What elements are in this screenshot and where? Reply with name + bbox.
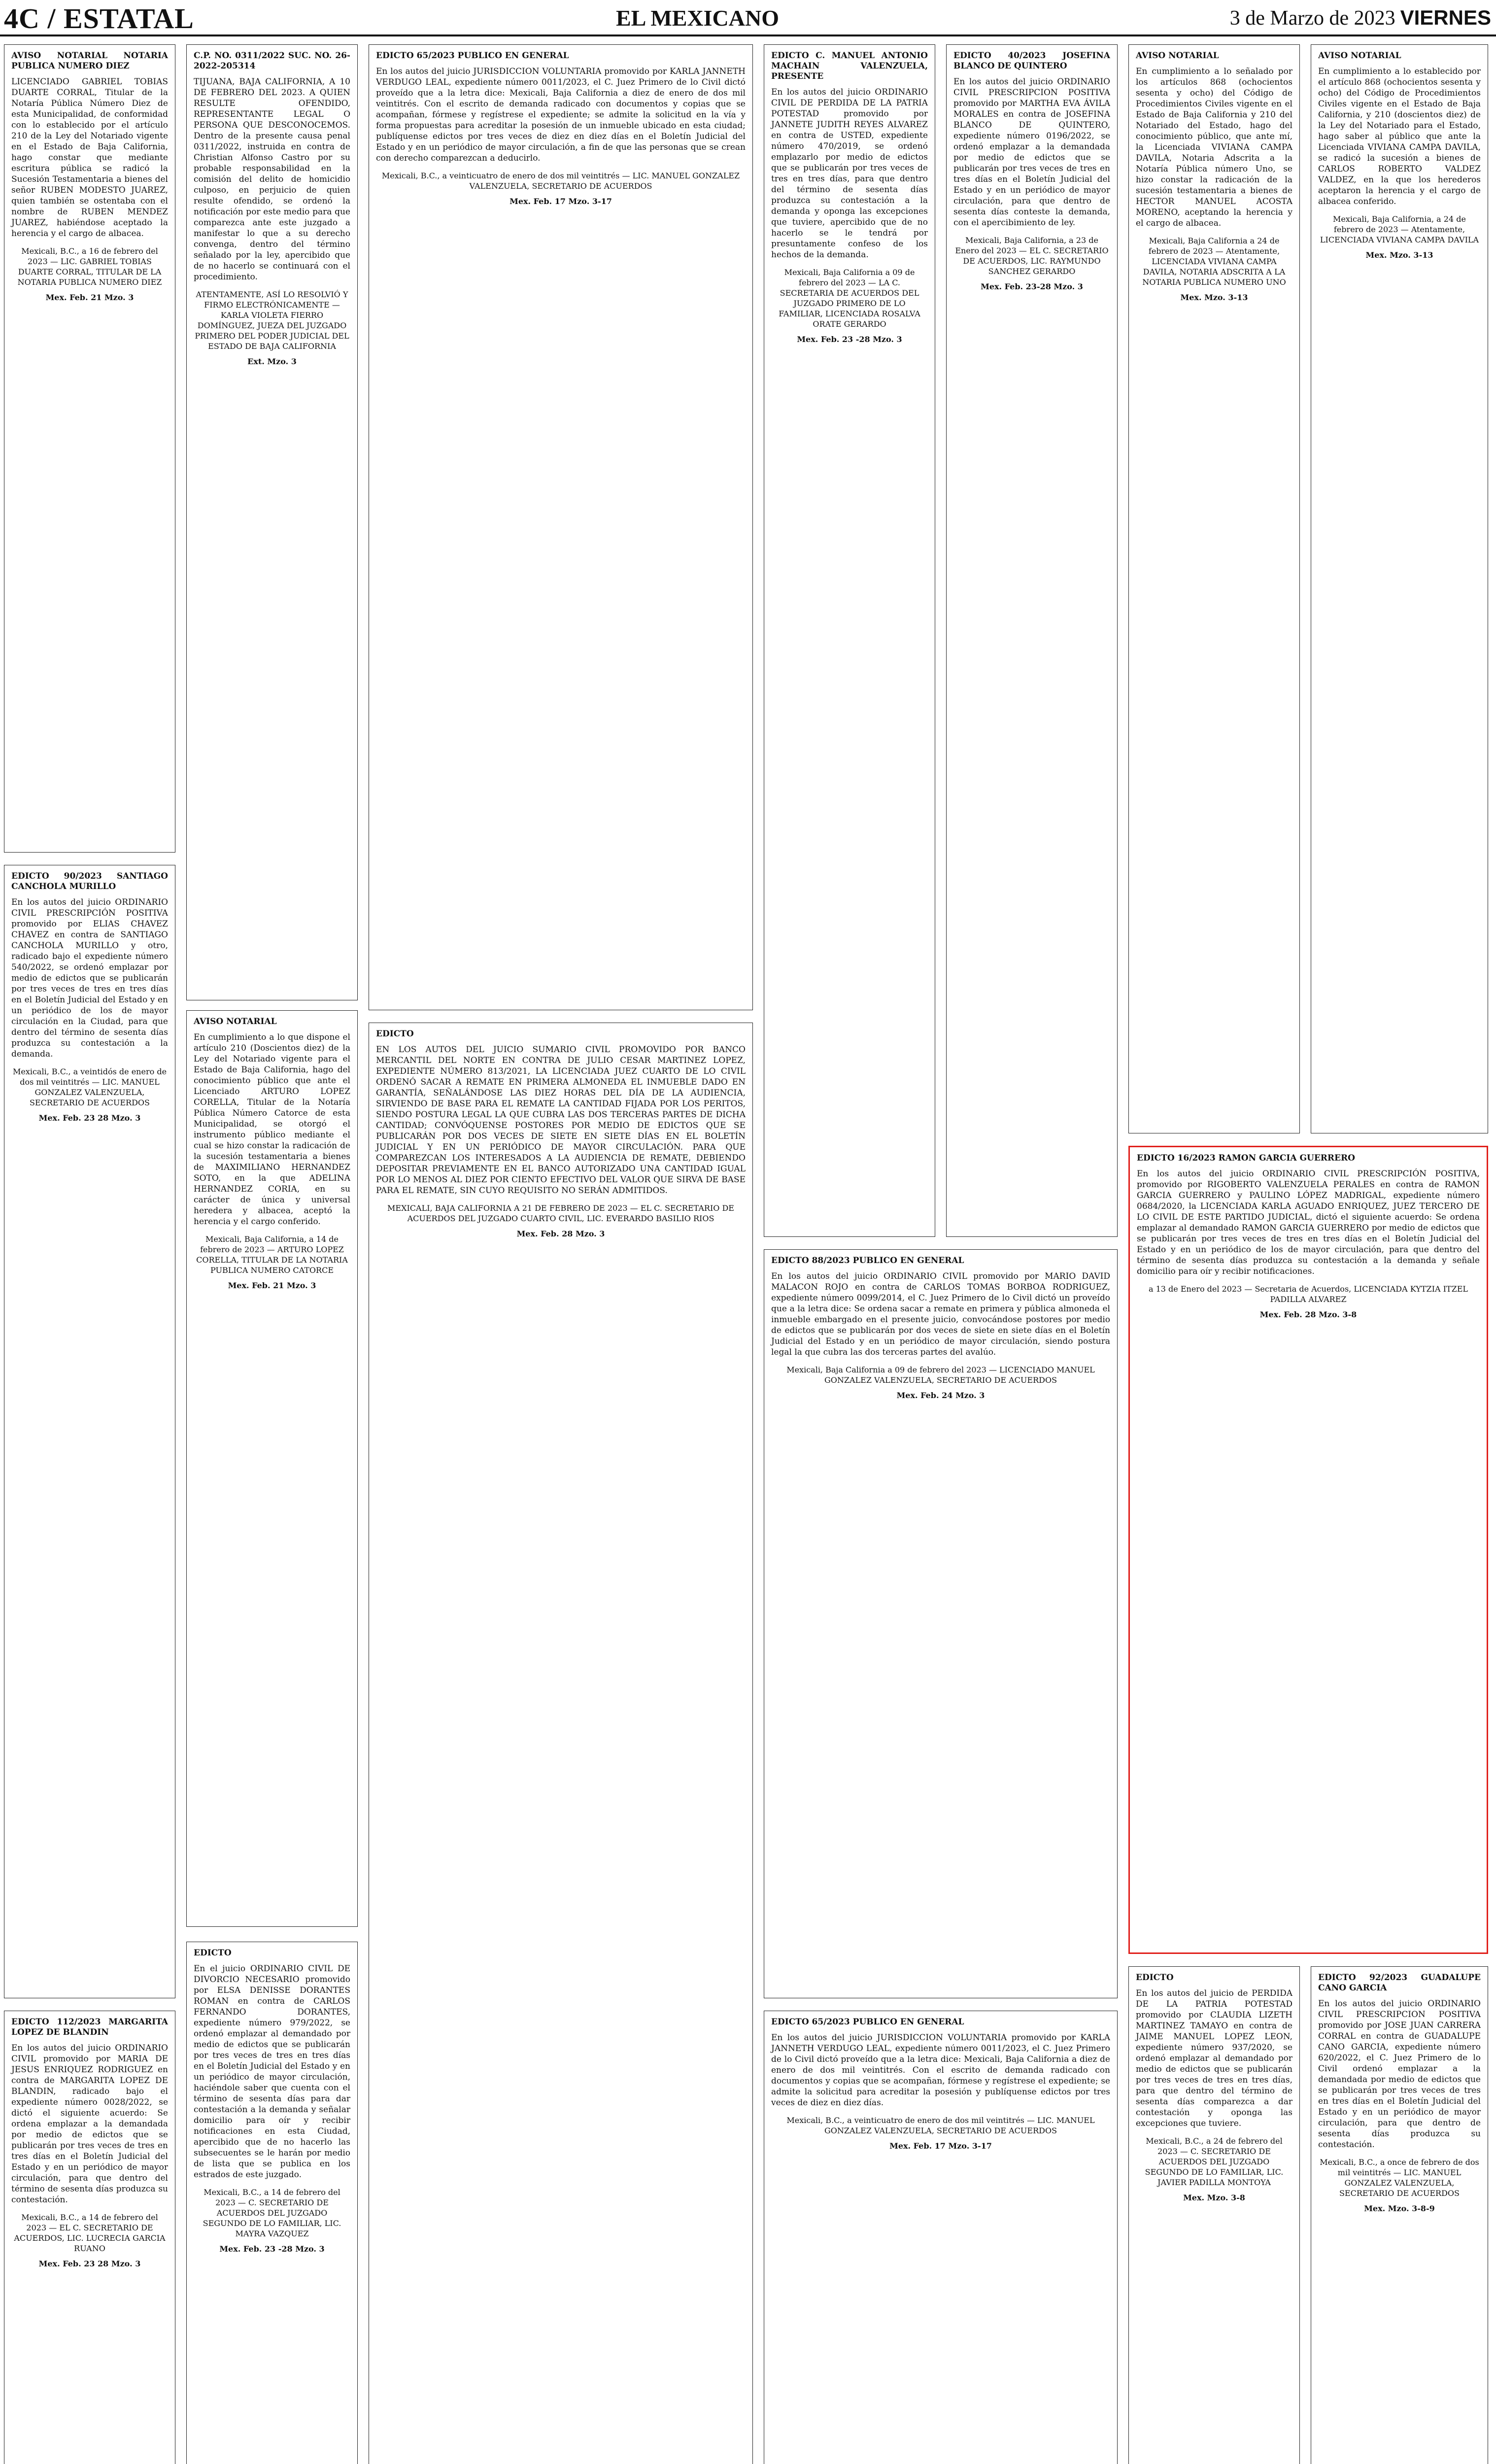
- page-header: [0, 0, 1496, 34]
- notices-grid: [4, 44, 1492, 2464]
- notice-body: En cumplimiento a lo que dispone el artículo 210 (Doscientos diez) de la Ley del Notariado vigente para el Estado de Baja California, hago del conocimiento público que ante el Licenciado ARTURO LOPEZ CORELLA, Titular de la Notaría Pública Número Catorce de esta Municipalidad, se otorgó el instrumento público mediante el cual se hizo constar la radicación de la sucesión testamentaria a bienes de MAXIMILIANO HERNANDEZ SOTO, en la que ADELINA HERNANDEZ CORIA, en su carácter de única y universal heredera y albacea, aceptó la herencia y el cargo conferido.: [194, 1032, 350, 1227]
- notice-publication: Mex. Feb. 23 28 Mzo. 3: [38, 2259, 141, 2268]
- notice-body: En los autos del juicio JURISDICCION VOLUNTARIA promovido por KARLA JANNETH VERDUGO LEAL, expediente número 0011/2023, el C. Juez Primero de lo Civil dictó proveído que a la letra dice: Mexicali, Baja California a diez de enero de dos mil veintitrés. Con el escrito de demanda radicado con documentos y copias que se acompañan, fórmese y regístrese el expediente; se admite la solicitud en la vía y forma propuestas para acreditar la posesión de un inmueble ubicado en esta ciudad; publíquense edictos por tres veces de diez en diez días en el Boletín Judicial del Estado y en un periódico de mayor circulación, a fin de que las personas que se crean con derecho comparezcan a deducirlo.: [376, 67, 746, 163]
- notice-publication: Mex. Feb. 23-28 Mzo. 3: [981, 282, 1083, 291]
- notice-publication: Mex. Feb. 28 Mzo. 3: [516, 1229, 605, 1238]
- notice-publication: Ext. Mzo. 3: [247, 357, 297, 366]
- notice-signature: Mexicali, Baja California a 09 de febrero del 2023 — LA C. SECRETARIA DE ACUERDOS DEL JUZGADO PRIMERO DE LO FAMILIAR, LICENCIADA ROSALVA ORATE GERARDO: [779, 268, 920, 329]
- notice-publication: Mex. Mzo. 3-8: [1183, 2193, 1245, 2202]
- notice-title: EDICTO C. MANUEL ANTONIO MACHAIN VALENZUELA, PRESENTE: [771, 51, 928, 81]
- notice-signature: Mexicali, Baja California, a 24 de febrero de 2023 — Atentamente, LICENCIADA VIVIANA CAMPA DAVILA: [1320, 214, 1479, 244]
- notice-body: En los autos del juicio ORDINARIO CIVIL promovido por MARIO DAVID MALACON ROJO en contra de CARLOS TOMAS BORBOA RODRIGUEZ, expediente número 0099/2014, el C. Juez Primero de lo Civil dictó un proveído que a la letra dice: Se ordena sacar a remate en primera y pública almoneda el inmueble embargado en el presente juicio, convocándose postores por medio de edictos que se publicarán por dos veces de siete en siete días en el Boletín Judicial del Estado y en un periódico de mayor circulación, siendo postura legal la que cubra las dos terceras partes del avalúo.: [771, 1271, 1110, 1357]
- notice-title: EDICTO 65/2023 PUBLICO EN GENERAL: [376, 51, 569, 61]
- notice-publication: Mex. Feb. 17 Mzo. 3-17: [889, 2141, 992, 2151]
- notice-publication: Mex. Feb. 23 -28 Mzo. 3: [219, 2244, 325, 2254]
- notice-title: EDICTO 16/2023 RAMON GARCIA GUERRERO: [1137, 1153, 1355, 1163]
- notice-body: En los autos del juicio ORDINARIO CIVIL PRESCRIPCIÓN POSITIVA, promovido por RIGOBERTO VALENZUELA PERALES en contra de RAMON GARCIA GUERRERO y PAULINO LÓPEZ MADRIGAL, expediente número 0684/2020, la LICENCIADA KARLA AGUADO ENRIQUEZ, JUEZ TERCERO DE LO CIVIL DE ESTE PARTIDO JUDICIAL, dictó el siguiente acuerdo: Se ordena emplazar al demandado RAMON GARCIA GUERRERO por medio de edictos que se publicarán por tres veces de tres en tres días en el Boletín Judicial del Estado y en un periódico de los de mayor circulación, para que dentro del término de sesenta días produzca su contestación a la demanda y señale domicilio para oír y recibir notificaciones.: [1137, 1169, 1480, 1276]
- notice-publication: Mex. Feb. 17 Mzo. 3-17: [510, 197, 612, 206]
- notice-box: [369, 1023, 753, 2464]
- column-4-5-wide: [764, 44, 1118, 2464]
- column-1: [4, 44, 175, 2464]
- notice-box: [369, 44, 753, 1010]
- notice-box: [1311, 1966, 1488, 2464]
- notice-body: En cumplimiento a lo establecido por el artículo 868 (ochocientos sesenta y ocho) del Código de Procedimientos Civiles vigente en el Estado de Baja California, y 210 (doscientos diez) de la Ley del Notariado para el Estado, hago saber al público que ante la Licenciada VIVIANA CAMPA DAVILA, se radicó la sucesión a bienes de CARLOS ROBERTO VALDEZ VALDEZ, en la que los herederos aceptaron la herencia y el cargo de albacea conferido.: [1318, 67, 1481, 206]
- column-7-lower: [1311, 44, 1488, 2464]
- notice-signature: Mexicali, B.C., a veintidós de enero de dos mil veintitrés — LIC. MANUEL GONZALEZ VALENZUELA, SECRETARIO DE ACUERDOS: [12, 1067, 167, 1107]
- notice-signature: Mexicali, B.C., a veinticuatro de enero de dos mil veintitrés — LIC. MANUEL GONZALEZ VALENZUELA, SECRETARIO DE ACUERDOS: [786, 2116, 1095, 2135]
- column-2-lower: [186, 44, 358, 2464]
- notice-title: AVISO NOTARIAL NOTARIA PUBLICA NUMERO DIEZ: [11, 51, 168, 71]
- notice-signature: Mexicali, B.C., a 16 de febrero del 2023 — LIC. GABRIEL TOBIAS DUARTE CORRAL, TITULAR DE LA NOTARIA PUBLICA NUMERO DIEZ: [17, 246, 162, 287]
- notice-signature: a 13 de Enero del 2023 — Secretaria de Acuerdos, LICENCIADA KYTZIA ITZEL PADILLA ALVAREZ: [1148, 1284, 1468, 1304]
- notice-box: [1128, 1966, 1300, 2464]
- notice-title: EDICTO: [1136, 1973, 1174, 1983]
- notice-body: En cumplimiento a lo señalado por los artículos 868 (ochocientos sesenta y ocho) del Código de Procedimientos Civiles vigente en el Estado de Baja California y 210 del Notariado del Estado, hago del conocimiento público, que ante mí, la Licenciada VIVIANA CAMPA DAVILA, Notaria Adscrita a la Notaría Pública número Uno, se hizo constar la radicación de la sucesión testamentaria a bienes de HECTOR MANUEL ACOSTA MORENO, aceptando la herencia y el cargo de albacea.: [1136, 67, 1292, 228]
- notice-signature: Mexicali, B.C., a 24 de febrero del 2023 — C. SECRETARIO DE ACUERDOS DEL JUZGADO SEGUNDO DE LO FAMILIAR, LIC. JAVIER PADILLA MONTOYA: [1145, 2136, 1284, 2187]
- notice-title: EDICTO 88/2023 PUBLICO EN GENERAL: [771, 1256, 964, 1266]
- notice-title: C.P. NO. 0311/2022 SUC. NO. 26-2022-205314: [194, 51, 350, 71]
- notice-box: [764, 1249, 1118, 1998]
- notice-box: [4, 44, 175, 853]
- notice-title: EDICTO: [194, 1948, 232, 1958]
- notice-signature: Mexicali, Baja California, a 14 de febrero de 2023 — ARTURO LOPEZ CORELLA, TITULAR DE LA NOTARIA PUBLICA NUMERO CATORCE: [196, 1234, 348, 1275]
- notice-publication: Mex. Feb. 21 Mzo. 3: [45, 293, 134, 302]
- notice-body: En los autos del juicio JURISDICCION VOLUNTARIA promovido por KARLA JANNETH VERDUGO LEAL, expediente número 0011/2023, el C. Juez Primero de lo Civil dictó proveído que a la letra dice: Mexicali, Baja California a diez de enero de dos mil veintitrés. Con el escrito de demanda radicado con documentos y copias que se acompañan, fórmese y regístrese el expediente; se admite la solicitud para acreditar la posesión y publíquense edictos por tres veces de diez en diez días.: [771, 2033, 1110, 2108]
- notice-publication: Mex. Feb. 23 -28 Mzo. 3: [797, 335, 902, 344]
- newspaper-name: EL MEXICANO: [616, 5, 779, 31]
- notice-body: TIJUANA, BAJA CALIFORNIA, A 10 DE FEBRERO DEL 2023. A QUIEN RESULTE OFENDIDO, REPRESENTANTE LEGAL O PERSONA QUE DESCONOCEMOS. Dentro de la presente causa penal 0311/2022, instruida en contra de Christian Alfonso Castro por su probable responsabilidad en la comisión del delito de homicidio culposo, en perjuicio de quien resulte ofendido, se ordenó la notificación por este medio para que comparezca ante este juzgado a manifestar lo que a su derecho convenga, dentro del término señalado por la ley, apercibido que de no hacerlo se continuará con el procedimiento.: [194, 77, 350, 282]
- weekday-text: VIERNES: [1400, 6, 1491, 29]
- notice-body: En los autos del juicio ORDINARIO CIVIL DE PERDIDA DE LA PATRIA POTESTAD promovido por JANNETE JUDITH REYES ALVAREZ en contra de USTED, expediente número 470/2019, se ordenó emplazarlo por medio de edictos que se publicarán por tres veces de tres en tres días, para que dentro del término de sesenta días produzca su contestación a la demanda y oponga las excepciones que tuviere, apercibido que de no hacerlo se le tendrá por presuntamente confeso de los hechos de la demanda.: [771, 87, 928, 260]
- notice-body: En los autos del juicio ORDINARIO CIVIL PRESCRIPCION POSITIVA promovido por JOSE JUAN CARRERA CORRAL en contra de GUADALUPE CANO GARCIA, expediente número 620/2022, el C. Juez Primero de lo Civil ordenó emplazar a la demandada por medio de edictos que se publicarán por tres veces de tres en tres días en el Boletín Judicial del Estado y en un periódico de mayor circulación, para que dentro de sesenta días produzca su contestación.: [1318, 1999, 1481, 2150]
- notice-title: EDICTO 112/2023 MARGARITA LOPEZ DE BLANDIN: [11, 2017, 168, 2037]
- notice-box: [186, 1942, 358, 2464]
- notice-publication: Mex. Feb. 24 Mzo. 3: [896, 1391, 985, 1400]
- notice-body: En los autos del juicio ORDINARIO CIVIL PRESCRIPCION POSITIVA promovido por MARTHA EVA ÁVILA MORALES en contra de JOSEFINA BLANCO DE QUINTERO, expediente número 0196/2022, se ordenó emplazar a la demandada por medio de edictos que se publicarán por tres veces de tres en tres días en el Boletín Judicial del Estado y en un periódico de mayor circulación, para que dentro de sesenta días conteste la demanda, con el apercibimiento de ley.: [953, 77, 1110, 228]
- notice-title: AVISO NOTARIAL: [1318, 51, 1401, 61]
- notice-body: LICENCIADO GABRIEL TOBIAS DUARTE CORRAL, Titular de la Notaría Pública Número Diez de esta Municipalidad, de conformidad con lo establecido por el artículo 210 de la Ley del Notariado vigente en el Estado de Baja California, hago constar que mediante escritura pública se radicó la Sucesión Testamentaria a bienes del señor RUBEN MODESTO JUAREZ, quien también se ostentaba con el nombre de RUBEN MENDEZ JUAREZ, habiéndose aceptado la herencia y el cargo de albacea.: [11, 77, 168, 239]
- column-3-wide: [369, 44, 753, 2464]
- date-text: 3 de Marzo de 2023: [1229, 7, 1395, 30]
- notice-signature: ATENTAMENTE, ASÍ LO RESOLVIÓ Y FIRMO ELECTRÓNICAMENTE — KARLA VIOLETA FIERRO DOMÍNGUEZ, JUEZA DEL JUZGADO PRIMERO DEL PODER JUDICIAL DEL ESTADO DE BAJA CALIFORNIA: [195, 290, 349, 351]
- issue-date: [1230, 6, 1491, 30]
- notice-body: En los autos del juicio ORDINARIO CIVIL promovido por MARIA DE JESUS ENRIQUEZ RODRIGUEZ en contra de MARGARITA LOPEZ DE BLANDIN, radicado bajo el expediente número 0028/2022, se dictó el siguiente acuerdo: Se ordena emplazar a la demandada por medio de edictos que se publicarán por tres veces de tres en tres días en el Boletín Judicial del Estado y en un periódico de mayor circulación, para que dentro del término de sesenta días produzca su contestación.: [11, 2043, 168, 2205]
- notice-signature: Mexicali, B.C., a veinticuatro de enero de dos mil veintitrés — LIC. MANUEL GONZALEZ VALENZUELA, SECRETARIO DE ACUERDOS: [381, 171, 740, 191]
- notice-signature: Mexicali, Baja California a 09 de febrero del 2023 — LICENCIADO MANUEL GONZALEZ VALENZUELA, SECRETARIO DE ACUERDOS: [786, 1365, 1095, 1385]
- notice-body: En los autos del juicio ORDINARIO CIVIL PRESCRIPCIÓN POSITIVA promovido por ELIAS CHAVEZ CHAVEZ en contra de SANTIAGO CANCHOLA MURILLO y otro, radicado bajo el expediente número 540/2022, se ordenó emplazar por medio de edictos que se publicarán por tres veces de tres en tres días en el Boletín Judicial del Estado y en un periódico de los de mayor circulación en la Ciudad, para que dentro del término de sesenta días produzca su contestación a la demanda.: [11, 897, 168, 1059]
- notice-title: EDICTO 40/2023 JOSEFINA BLANCO DE QUINTERO: [953, 51, 1110, 71]
- section-title: 4C / ESTATAL: [4, 2, 194, 34]
- header-rule: [0, 34, 1496, 36]
- notice-title: EDICTO 90/2023 SANTIAGO CANCHOLA MURILLO: [11, 871, 168, 891]
- column-6-lower: [1128, 44, 1300, 2464]
- notice-signature: Mexicali, Baja California a 24 de febrero de 2023 — Atentamente, LICENCIADA VIVIANA CAMPA DAVILA, NOTARIA ADSCRITA A LA NOTARIA PUBLICA NUMERO UNO: [1142, 236, 1286, 287]
- notice-publication: Mex. Mzo. 3-13: [1180, 293, 1248, 302]
- notice-signature: Mexicali, Baja California, a 23 de Enero del 2023 — EL C. SECRETARIO DE ACUERDOS, LIC. RAYMUNDO SANCHEZ GERARDO: [955, 236, 1109, 276]
- notice-box: [4, 865, 175, 1998]
- notice-title: AVISO NOTARIAL: [194, 1017, 277, 1027]
- notice-box: [4, 2011, 175, 2464]
- notice-publication: Mex. Feb. 21 Mzo. 3: [228, 1281, 316, 1290]
- notice-signature: Mexicali, B.C., a 14 de febrero del 2023 — EL C. SECRETARIO DE ACUERDOS, LIC. LUCRECIA GARCIA RUANO: [14, 2213, 166, 2253]
- notice-publication: Mex. Mzo. 3-8-9: [1364, 2204, 1435, 2213]
- notice-publication: Mex. Feb. 23 28 Mzo. 3: [38, 1113, 141, 1123]
- notice-signature: Mexicali, B.C., a 14 de febrero del 2023 — C. SECRETARIO DE ACUERDOS DEL JUZGADO SEGUNDO DE LO FAMILIAR, LIC. MAYRA VAZQUEZ: [203, 2188, 341, 2238]
- notice-body: En los autos del juicio de PERDIDA DE LA PATRIA POTESTAD promovido por CLAUDIA LIZETH MARTINEZ TAMAYO en contra de JAIME MANUEL LOPEZ LEON, expediente número 937/2020, se ordenó emplazar al demandado por medio de edictos que se publicarán por tres veces de tres en tres días, para que dentro del término de sesenta días comparezca a dar contestación y oponga las excepciones que tuviere.: [1136, 1988, 1292, 2128]
- notice-body: EN LOS AUTOS DEL JUICIO SUMARIO CIVIL PROMOVIDO POR BANCO MERCANTIL DEL NORTE EN CONTRA DE JULIO CESAR MARTINEZ LOPEZ, EXPEDIENTE NÚMERO 813/2021, LA LICENCIADA JUEZ CUARTO DE LO CIVIL ORDENÓ SACAR A REMATE EN PRIMERA ALMONEDA EL INMUEBLE DADO EN GARANTÍA, SEÑALÁNDOSE LAS DIEZ HORAS DEL DÍA DE LA AUDIENCIA, SIRVIENDO DE BASE PARA EL REMATE LA CANTIDAD FIJADA POR LOS PERITOS, SIENDO POSTURA LEGAL LA QUE CUBRA LAS DOS TERCERAS PARTES DE DICHA CANTIDAD; CONVÓQUENSE POSTORES POR MEDIO DE EDICTOS QUE SE PUBLICARÁN POR DOS VECES DE SIETE EN SIETE DÍAS EN EL BOLETÍN JUDICIAL Y EN UN PERIÓDICO DE MAYOR CIRCULACIÓN. PARA QUE COMPAREZCAN LOS INTERESADOS A LA AUDIENCIA DE REMATE, DEBIENDO DEPOSITAR PREVIAMENTE EN EL BANCO AUTORIZADO UNA CANTIDAD IGUAL POR LO MENOS AL DIEZ POR CIENTO EFECTIVO DEL VALOR QUE SIRVA DE BASE PARA EL REMATE, SIN CUYO REQUISITO NO SERÁN ADMITIDOS.: [376, 1045, 746, 1196]
- notice-title: EDICTO 65/2023 PUBLICO EN GENERAL: [771, 2017, 964, 2027]
- notice-title: AVISO NOTARIAL: [1136, 51, 1219, 61]
- notice-title: EDICTO 92/2023 GUADALUPE CANO GARCIA: [1318, 1973, 1481, 1993]
- notice-publication: Mex. Mzo. 3-13: [1365, 250, 1433, 260]
- notice-box: [764, 2011, 1118, 2464]
- notice-publication: Mex. Feb. 28 Mzo. 3-8: [1259, 1310, 1357, 1319]
- notice-signature: MEXICALI, BAJA CALIFORNIA A 21 DE FEBRERO DE 2023 — EL C. SECRETARIO DE ACUERDOS DEL JUZGADO CUARTO CIVIL, LIC. EVERARDO BASILIO RIOS: [387, 1203, 734, 1223]
- notice-title: EDICTO: [376, 1029, 414, 1039]
- notice-signature: Mexicali, B.C., a once de febrero de dos mil veintitrés — LIC. MANUEL GONZALEZ VALENZUELA, SECRETARIO DE ACUERDOS: [1320, 2157, 1479, 2198]
- notice-body: En el juicio ORDINARIO CIVIL DE DIVORCIO NECESARIO promovido por ELSA DENISSE DORANTES ROMAN en contra de CARLOS FERNANDO DORANTES, expediente número 979/2022, se ordenó emplazar al demandado por medio de edictos que se publicarán por tres veces de tres en tres días en el Boletín Judicial del Estado y en un periódico de mayor circulación, haciéndole saber que cuenta con el término de sesenta días para dar contestación a la demanda y señalar domicilio para oír y recibir notificaciones en esta Ciudad, apercibido que de no hacerlo las subsecuentes se le harán por medio de lista que se publica en los estrados de este juzgado.: [194, 1964, 350, 2180]
